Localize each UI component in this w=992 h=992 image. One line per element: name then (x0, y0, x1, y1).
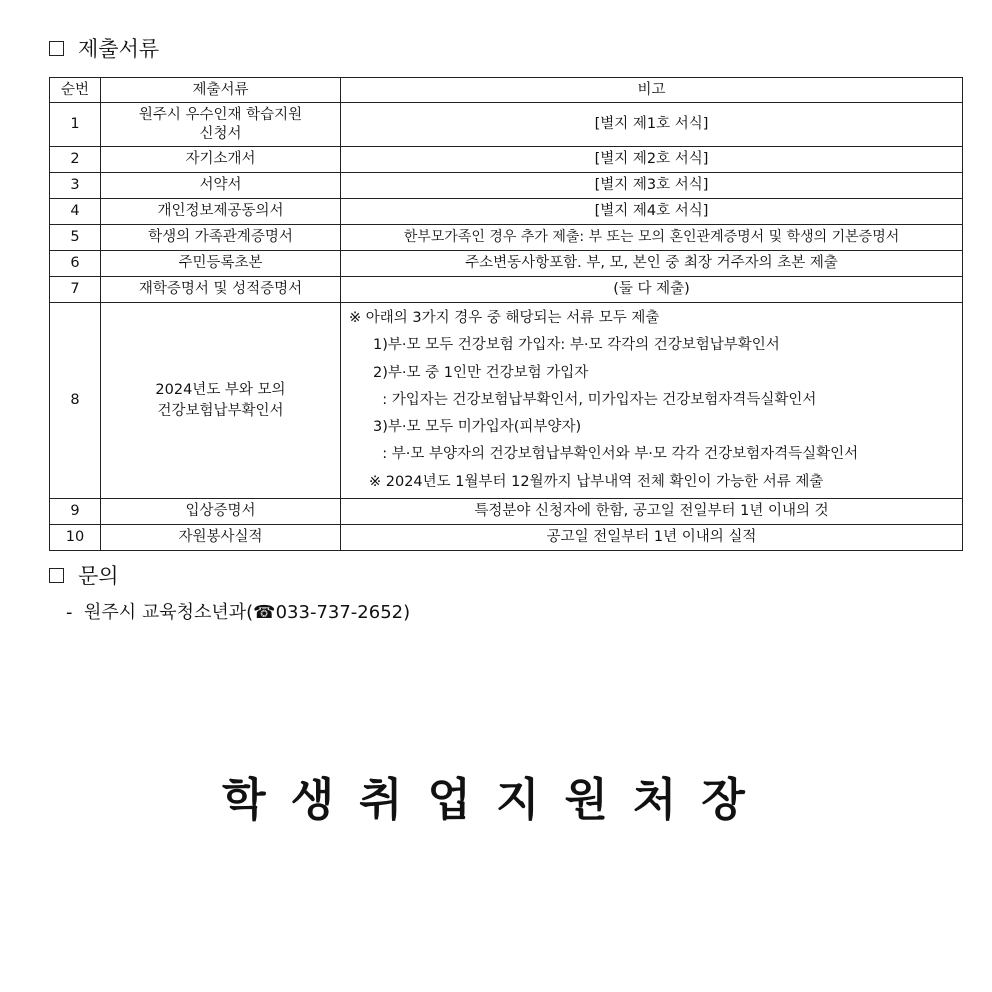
note-line: ※ 2024년도 1월부터 12월까지 납부내역 전체 확인이 가능한 서류 제출 (369, 473, 824, 490)
inquiry-heading-text: 문의 (78, 564, 119, 588)
contact-info: - 원주시 교육청소년과(☎033-737-2652) (66, 602, 411, 623)
table-row (50, 303, 963, 499)
note-line: 2)부·모 중 1인만 건강보험 가입자 (373, 364, 589, 381)
checkbox-square-icon (49, 568, 64, 583)
row-document: 서약서 (101, 173, 341, 199)
row-document: 자기소개서 (101, 147, 341, 173)
row-document: 개인정보제공동의서 (101, 199, 341, 225)
row-note: (둘 다 제출) (341, 277, 963, 303)
row-note-list (341, 303, 963, 499)
row-document: 학생의 가족관계증명서 (101, 225, 341, 251)
table-row (50, 147, 963, 173)
row-note: [별지 제2호 서식] (341, 147, 963, 173)
documents-heading-text: 제출서류 (78, 37, 160, 61)
table-row (50, 251, 963, 277)
header-no: 순번 (50, 78, 101, 103)
row-no: 1 (50, 103, 101, 147)
row-no: 5 (50, 225, 101, 251)
table-row (50, 225, 963, 251)
row-note: 한부모가족인 경우 추가 제출: 부 또는 모의 혼인관계증명서 및 학생의 기본증명서 (341, 225, 963, 251)
row-no: 8 (50, 303, 101, 499)
row-note: 공고일 전일부터 1년 이내의 실적 (341, 525, 963, 551)
row-document (101, 303, 341, 499)
row-document-line: 신청서 (199, 125, 242, 142)
row-no: 2 (50, 147, 101, 173)
note-line: 3)부·모 모두 미가입자(피부양자) (373, 419, 582, 436)
row-document: 입상증명서 (101, 499, 341, 525)
header-document: 제출서류 (101, 78, 341, 103)
row-no: 3 (50, 173, 101, 199)
table-row (50, 525, 963, 551)
section-heading-documents (49, 33, 159, 63)
table-row (50, 103, 963, 147)
row-document-line: 원주시 우수인재 학습지원 (138, 106, 303, 123)
row-document: 자원봉사실적 (101, 525, 341, 551)
note-line: : 가입자는 건강보험납부확인서, 미가입자는 건강보험자격득실확인서 (373, 391, 817, 408)
row-document (101, 103, 341, 147)
table-row (50, 499, 963, 525)
row-no: 9 (50, 499, 101, 525)
row-document-line: 2024년도 부와 모의 (155, 381, 286, 398)
row-note: [별지 제3호 서식] (341, 173, 963, 199)
note-line: : 부·모 부양자의 건강보험납부확인서와 부·모 각각 건강보험자격득실확인서 (373, 446, 859, 463)
issuer-title: 학생취업지원처장 (222, 773, 770, 826)
row-no: 4 (50, 199, 101, 225)
checkbox-square-icon (49, 41, 64, 56)
table-row (50, 277, 963, 303)
row-note: 주소변동사항포함. 부, 모, 본인 중 최장 거주자의 초본 제출 (341, 251, 963, 277)
section-heading-inquiry (49, 560, 119, 590)
row-document: 주민등록초본 (101, 251, 341, 277)
row-no: 6 (50, 251, 101, 277)
header-note: 비고 (341, 78, 963, 103)
row-no: 10 (50, 525, 101, 551)
row-note: [별지 제1호 서식] (341, 103, 963, 147)
note-line: 1)부·모 모두 건강보험 가입자: 부·모 각각의 건강보험납부확인서 (373, 337, 780, 354)
row-document-line: 건강보험납부확인서 (157, 402, 284, 419)
documents-table (49, 77, 963, 551)
row-note: [별지 제4호 서식] (341, 199, 963, 225)
row-document: 재학증명서 및 성적증명서 (101, 277, 341, 303)
table-row (50, 173, 963, 199)
note-line: ※ 아래의 3가지 경우 중 해당되는 서류 모두 제출 (349, 310, 660, 326)
row-note: 특정분야 신청자에 한함, 공고일 전일부터 1년 이내의 것 (341, 499, 963, 525)
table-row (50, 199, 963, 225)
row-no: 7 (50, 277, 101, 303)
table-header-row (50, 78, 963, 103)
